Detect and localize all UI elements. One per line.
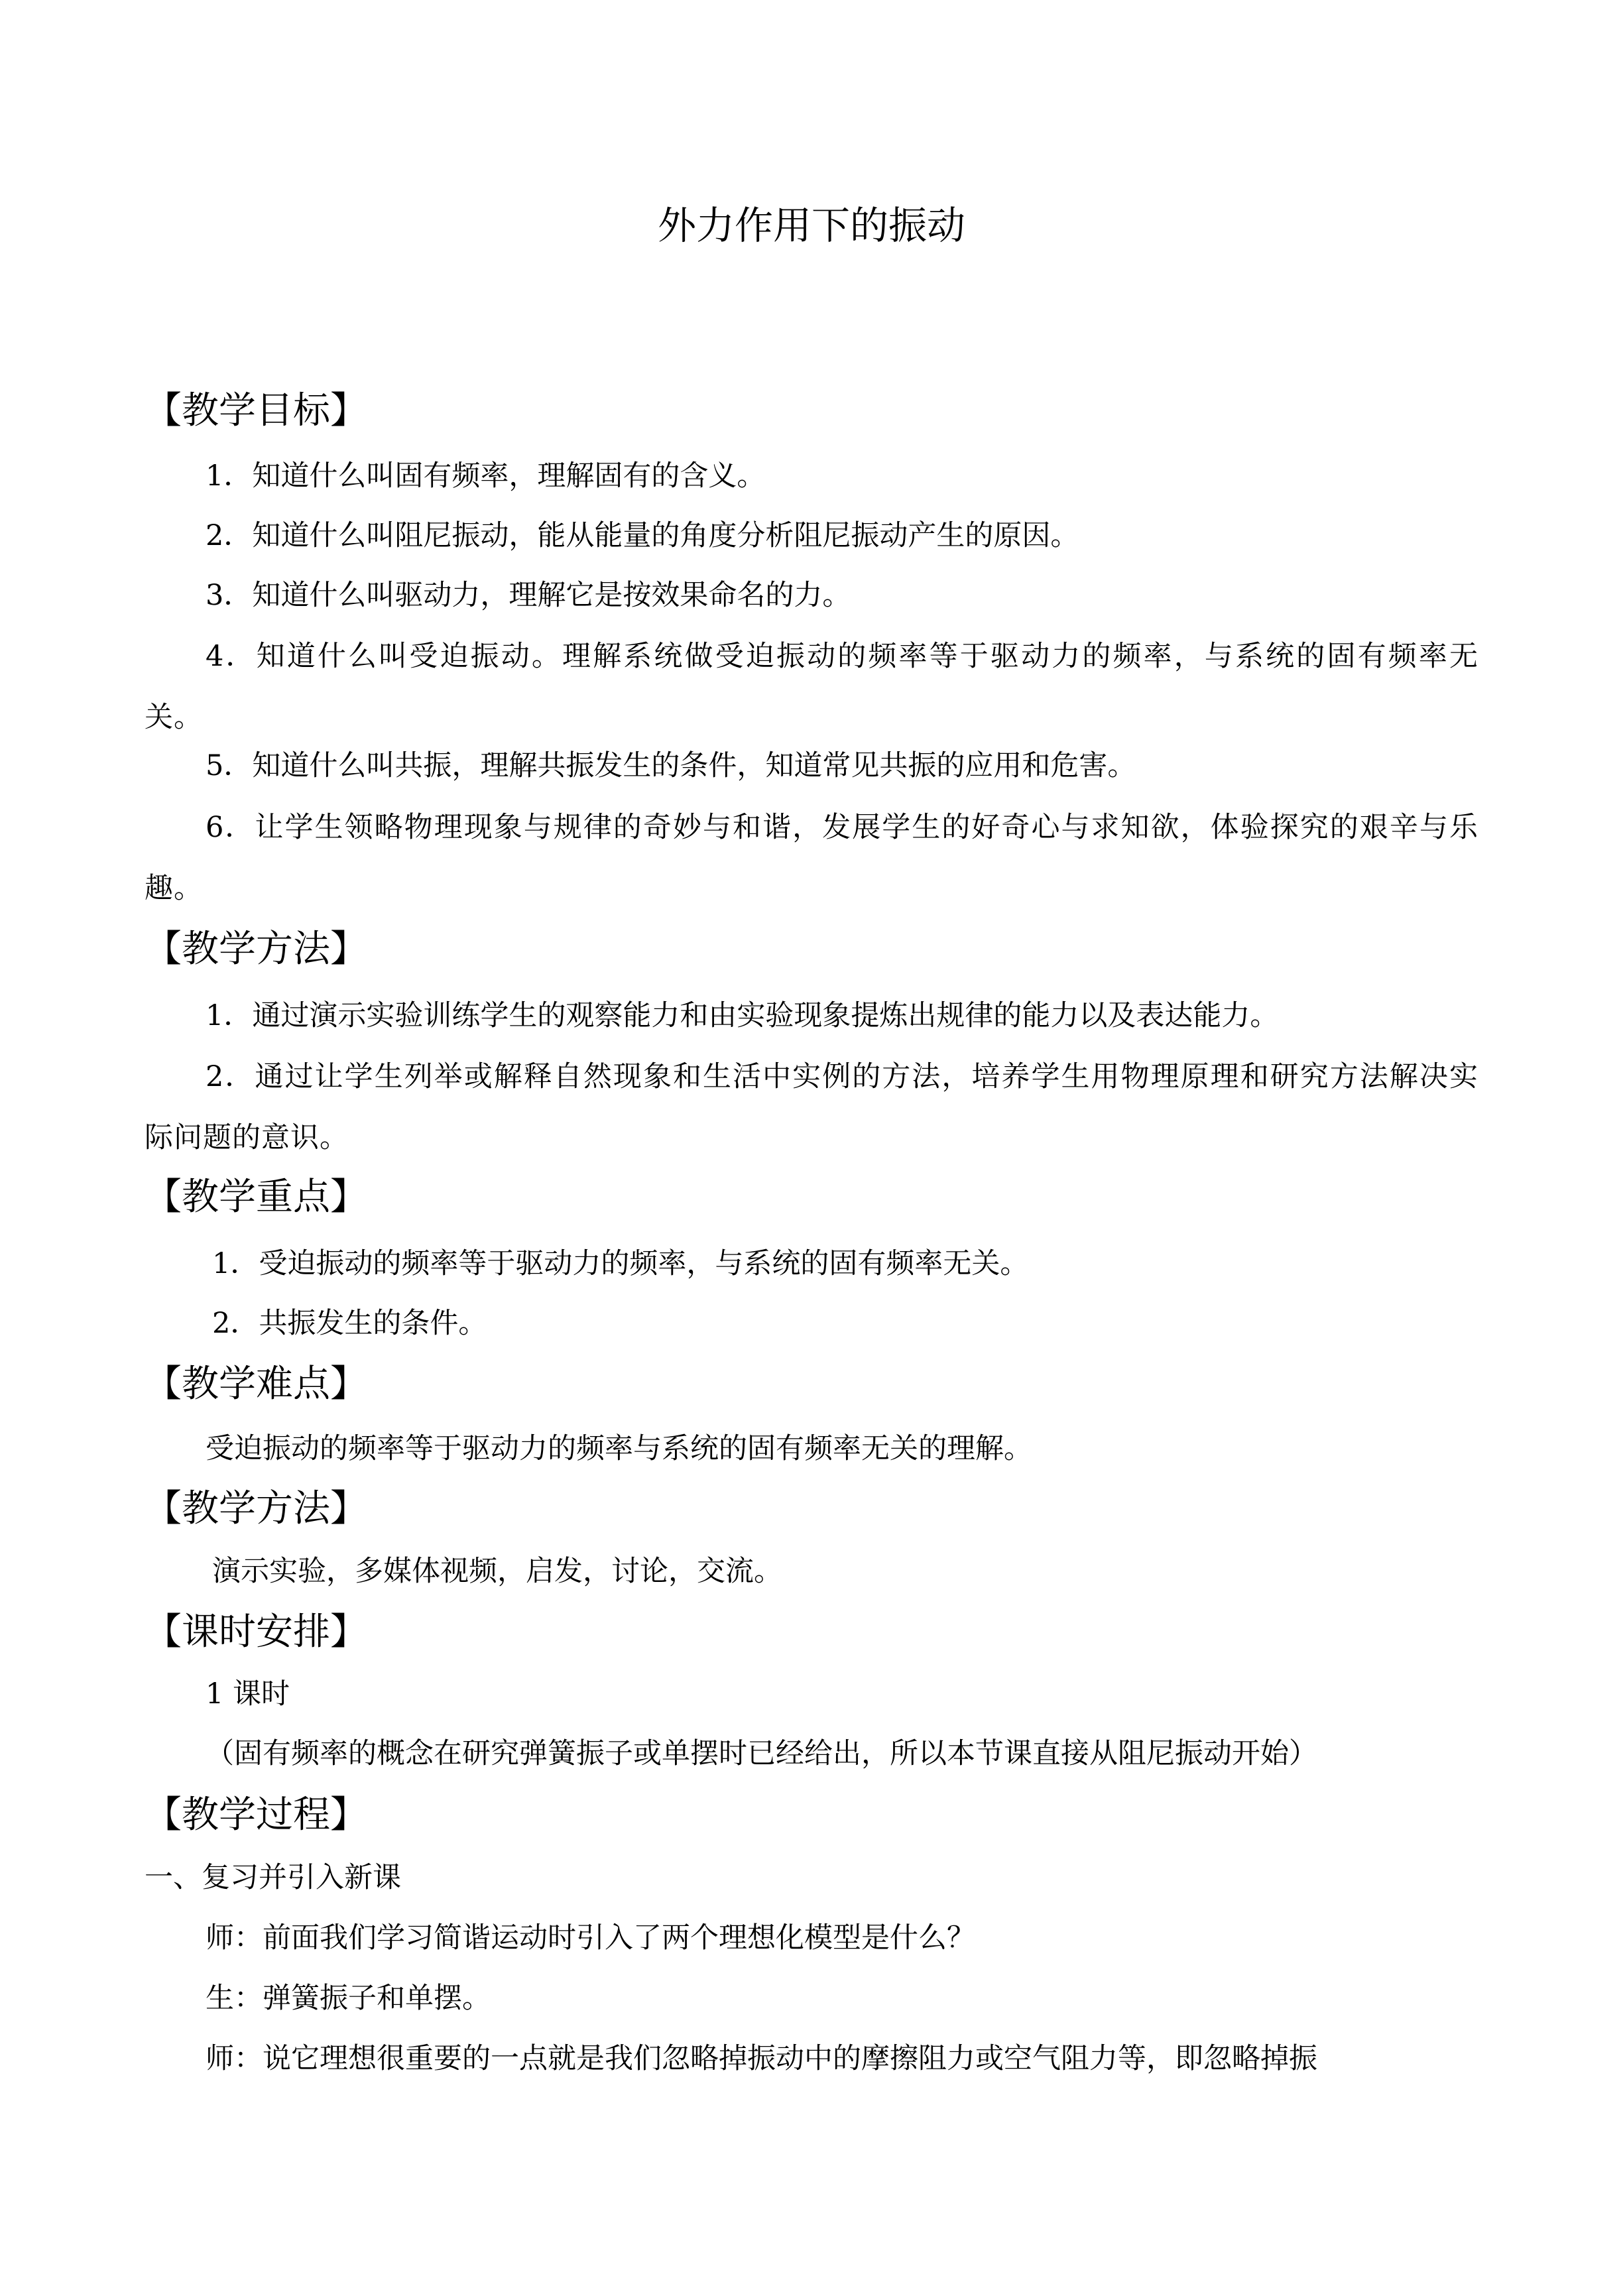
heading-difficulties: 【教学难点】	[145, 1362, 367, 1406]
goal-item-3: 3．知道什么叫驱动力，理解它是按效果命名的力。	[206, 579, 851, 612]
dialogue-line-3: 师：说它理想很重要的一点就是我们忽略掉振动中的摩擦阻力或空气阻力等，即忽略掉振	[206, 2042, 1317, 2075]
method-item-1: 1．通过演示实验训练学生的观察能力和由实验现象提炼出规律的能力以及表达能力。	[206, 999, 1279, 1032]
process-part-1-title: 一、复习并引入新课	[145, 1861, 401, 1894]
method-item-2: 2．通过让学生列举或解释自然现象和生活中实例的方法，培养学生用物理原理和研究方法解决实际问题的意识。	[145, 1060, 1478, 1154]
goal-item-4: 4．知道什么叫受迫振动。理解系统做受迫振动的频率等于驱动力的频率，与系统的固有频率无关。	[145, 640, 1478, 734]
dialogue-line-1: 师：前面我们学习简谐运动时引入了两个理想化模型是什么？	[206, 1921, 975, 1955]
goal-item-5: 5．知道什么叫共振，理解共振发生的条件，知道常见共振的应用和危害。	[206, 749, 1136, 782]
heading-teaching-methods-2: 【教学方法】	[145, 1487, 367, 1530]
heading-schedule: 【课时安排】	[145, 1610, 367, 1654]
dialogue-line-2: 生：弹簧振子和单摆。	[206, 1982, 491, 2015]
methods-text: 演示实验，多媒体视频，启发，讨论，交流。	[212, 1555, 782, 1588]
goal-item-1: 1．知道什么叫固有频率，理解固有的含义。	[206, 459, 766, 493]
heading-key-points: 【教学重点】	[145, 1176, 367, 1219]
key-point-1: 1．受迫振动的频率等于驱动力的频率，与系统的固有频率无关。	[212, 1247, 1029, 1280]
key-point-2: 2．共振发生的条件。	[212, 1307, 487, 1340]
document-title: 外力作用下的振动	[657, 203, 965, 248]
goal-item-2: 2．知道什么叫阻尼振动，能从能量的角度分析阻尼振动产生的原因。	[206, 519, 1079, 552]
schedule-hours: 1 课时	[206, 1677, 290, 1711]
goal-item-6: 6．让学生领略物理现象与规律的奇妙与和谐，发展学生的好奇心与求知欲，体验探究的艰辛与乐趣。	[145, 811, 1478, 905]
schedule-note: （固有频率的概念在研究弹簧振子或单摆时已经给出，所以本节课直接从阻尼振动开始）	[206, 1737, 1317, 1770]
difficulty-text: 受迫振动的频率等于驱动力的频率与系统的固有频率无关的理解。	[206, 1432, 1032, 1465]
heading-teaching-methods: 【教学方法】	[145, 928, 367, 971]
heading-teaching-goals: 【教学目标】	[145, 389, 367, 432]
heading-teaching-process: 【教学过程】	[145, 1793, 367, 1837]
